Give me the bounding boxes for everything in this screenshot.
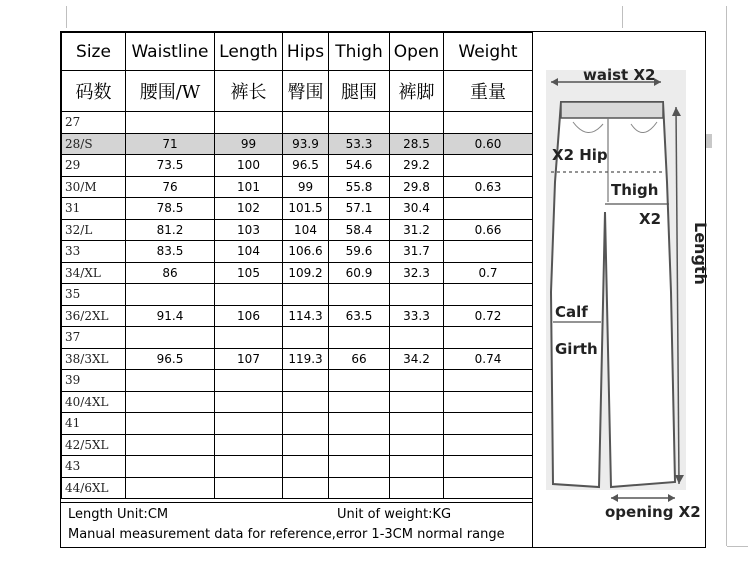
waistband [561, 102, 663, 118]
value-cell [329, 391, 390, 413]
table-row [62, 176, 533, 198]
value-cell: 60.9 [329, 262, 390, 284]
size-cell: 40/4XL [62, 391, 126, 413]
table-row [62, 155, 533, 177]
value-cell: 106 [215, 305, 283, 327]
header-cn-0: 码数 [62, 71, 126, 112]
length-label: Length [691, 222, 710, 285]
value-cell [329, 456, 390, 478]
size-cell: 30/M [62, 176, 126, 198]
value-cell [126, 284, 215, 306]
header-size: Size [62, 33, 126, 71]
value-cell [215, 413, 283, 435]
value-cell: 101.5 [283, 198, 329, 220]
size-cell: 32/L [62, 219, 126, 241]
header-cn-4: 腿围 [329, 71, 390, 112]
value-cell [126, 477, 215, 499]
value-cell [329, 284, 390, 306]
value-cell [390, 370, 444, 392]
value-cell: 0.7 [444, 262, 533, 284]
table-row [62, 284, 533, 306]
value-cell: 0.74 [444, 348, 533, 370]
waist-label: waist X2 [583, 66, 656, 84]
value-cell: 99 [283, 176, 329, 198]
value-cell: 106.6 [283, 241, 329, 263]
crop-mark-bottom-right [727, 546, 748, 547]
value-cell [215, 477, 283, 499]
table-row [62, 413, 533, 435]
value-cell [215, 284, 283, 306]
value-cell: 114.3 [283, 305, 329, 327]
value-cell: 96.5 [126, 348, 215, 370]
value-cell: 93.9 [283, 133, 329, 155]
header-length: Length [215, 33, 283, 71]
value-cell [215, 434, 283, 456]
value-cell: 0.60 [444, 133, 533, 155]
value-cell: 119.3 [283, 348, 329, 370]
value-cell [444, 284, 533, 306]
value-cell [126, 370, 215, 392]
value-cell: 107 [215, 348, 283, 370]
value-cell: 73.5 [126, 155, 215, 177]
value-cell: 96.5 [283, 155, 329, 177]
header-cn-5: 裤脚 [390, 71, 444, 112]
value-cell [329, 477, 390, 499]
pants-measurement-diagram [532, 32, 710, 547]
header-open: Open [390, 33, 444, 71]
weight-unit-text: Unit of weight:KG [337, 507, 452, 522]
value-cell: 33.3 [390, 305, 444, 327]
size-cell: 43 [62, 456, 126, 478]
table-row [62, 198, 533, 220]
value-cell [444, 477, 533, 499]
value-cell [126, 413, 215, 435]
size-cell: 44/6XL [62, 477, 126, 499]
header-row-en [62, 33, 533, 71]
value-cell [390, 391, 444, 413]
value-cell: 54.6 [329, 155, 390, 177]
value-cell [444, 391, 533, 413]
size-cell: 42/5XL [62, 434, 126, 456]
value-cell [283, 456, 329, 478]
value-cell [329, 370, 390, 392]
table-row [62, 112, 533, 134]
table-row [62, 456, 533, 478]
table-row [62, 434, 533, 456]
table-row [62, 477, 533, 499]
value-cell: 31.7 [390, 241, 444, 263]
value-cell: 78.5 [126, 198, 215, 220]
value-cell: 102 [215, 198, 283, 220]
value-cell [126, 391, 215, 413]
value-cell: 34.2 [390, 348, 444, 370]
value-cell [444, 370, 533, 392]
size-cell: 33 [62, 241, 126, 263]
value-cell [126, 434, 215, 456]
table-row [62, 262, 533, 284]
header-cn-1: 腰围/W [126, 71, 215, 112]
value-cell: 104 [215, 241, 283, 263]
table-row [62, 219, 533, 241]
table-row [62, 370, 533, 392]
size-cell: 27 [62, 112, 126, 134]
hip-label: X2 Hip [552, 146, 608, 164]
value-cell: 99 [215, 133, 283, 155]
value-cell: 32.3 [390, 262, 444, 284]
header-weight: Weight [444, 33, 533, 71]
value-cell [283, 284, 329, 306]
value-cell: 58.4 [329, 219, 390, 241]
value-cell: 76 [126, 176, 215, 198]
value-cell [444, 155, 533, 177]
value-cell: 71 [126, 133, 215, 155]
value-cell [329, 434, 390, 456]
size-cell: 28/S [62, 133, 126, 155]
value-cell [126, 456, 215, 478]
value-cell [444, 198, 533, 220]
opening-label: opening X2 [605, 503, 701, 521]
header-cn-6: 重量 [444, 71, 533, 112]
size-cell: 36/2XL [62, 305, 126, 327]
value-cell [215, 391, 283, 413]
value-cell: 103 [215, 219, 283, 241]
value-cell [444, 434, 533, 456]
value-cell [283, 391, 329, 413]
table-row [62, 327, 533, 349]
size-chart-frame [60, 31, 710, 548]
value-cell [329, 413, 390, 435]
header-row-cn [62, 71, 533, 112]
value-cell: 31.2 [390, 219, 444, 241]
size-cell: 41 [62, 413, 126, 435]
value-cell [126, 327, 215, 349]
value-cell: 0.72 [444, 305, 533, 327]
header-waistline: Waistline [126, 33, 215, 71]
header-thigh: Thigh [329, 33, 390, 71]
size-cell: 39 [62, 370, 126, 392]
value-cell [329, 112, 390, 134]
table-footer [61, 502, 532, 547]
value-cell: 86 [126, 262, 215, 284]
calf-label: Calf [555, 303, 588, 321]
value-cell [390, 284, 444, 306]
thigh-label: Thigh [611, 181, 659, 199]
value-cell [215, 327, 283, 349]
value-cell [390, 413, 444, 435]
girth-label: Girth [555, 340, 598, 358]
value-cell [283, 370, 329, 392]
size-cell: 35 [62, 284, 126, 306]
value-cell: 28.5 [390, 133, 444, 155]
size-cell: 38/3XL [62, 348, 126, 370]
value-cell [283, 327, 329, 349]
value-cell [283, 112, 329, 134]
value-cell [283, 477, 329, 499]
value-cell: 57.1 [329, 198, 390, 220]
value-cell: 0.63 [444, 176, 533, 198]
value-cell [215, 112, 283, 134]
value-cell: 0.66 [444, 219, 533, 241]
size-cell: 34/XL [62, 262, 126, 284]
value-cell: 104 [283, 219, 329, 241]
value-cell: 66 [329, 348, 390, 370]
header-cn-2: 裤长 [215, 71, 283, 112]
value-cell: 81.2 [126, 219, 215, 241]
opening-arrowhead-right [668, 494, 675, 502]
size-cell: 31 [62, 198, 126, 220]
value-cell [215, 456, 283, 478]
value-cell [283, 413, 329, 435]
value-cell [390, 456, 444, 478]
size-table [61, 32, 533, 499]
length-unit-text: Length Unit:CM [68, 507, 169, 522]
thigh-x2-label: X2 [639, 210, 662, 228]
value-cell: 109.2 [283, 262, 329, 284]
table-row [62, 241, 533, 263]
value-cell: 100 [215, 155, 283, 177]
page-margin-line [726, 6, 727, 546]
value-cell [283, 434, 329, 456]
value-cell: 30.4 [390, 198, 444, 220]
opening-arrowhead-left [611, 494, 618, 502]
value-cell [444, 413, 533, 435]
value-cell [390, 477, 444, 499]
value-cell [126, 112, 215, 134]
measurement-note: Manual measurement data for reference,error 1-3CM normal range [68, 527, 505, 542]
pants-drawing [533, 32, 710, 547]
value-cell [215, 370, 283, 392]
crop-mark-top-left [66, 6, 67, 28]
value-cell: 63.5 [329, 305, 390, 327]
value-cell [329, 327, 390, 349]
value-cell [444, 112, 533, 134]
value-cell: 55.8 [329, 176, 390, 198]
header-cn-3: 臀围 [283, 71, 329, 112]
value-cell: 59.6 [329, 241, 390, 263]
value-cell [390, 112, 444, 134]
table-row [62, 348, 533, 370]
value-cell: 91.4 [126, 305, 215, 327]
value-cell [390, 434, 444, 456]
value-cell: 101 [215, 176, 283, 198]
table-row [62, 391, 533, 413]
value-cell: 29.8 [390, 176, 444, 198]
size-cell: 37 [62, 327, 126, 349]
size-cell: 29 [62, 155, 126, 177]
value-cell [390, 327, 444, 349]
header-hips: Hips [283, 33, 329, 71]
value-cell [444, 456, 533, 478]
crop-mark-top-right [622, 6, 623, 28]
table-row [62, 305, 533, 327]
value-cell [444, 241, 533, 263]
value-cell [444, 327, 533, 349]
table-row [62, 133, 533, 155]
value-cell: 83.5 [126, 241, 215, 263]
value-cell: 29.2 [390, 155, 444, 177]
value-cell: 105 [215, 262, 283, 284]
value-cell: 53.3 [329, 133, 390, 155]
